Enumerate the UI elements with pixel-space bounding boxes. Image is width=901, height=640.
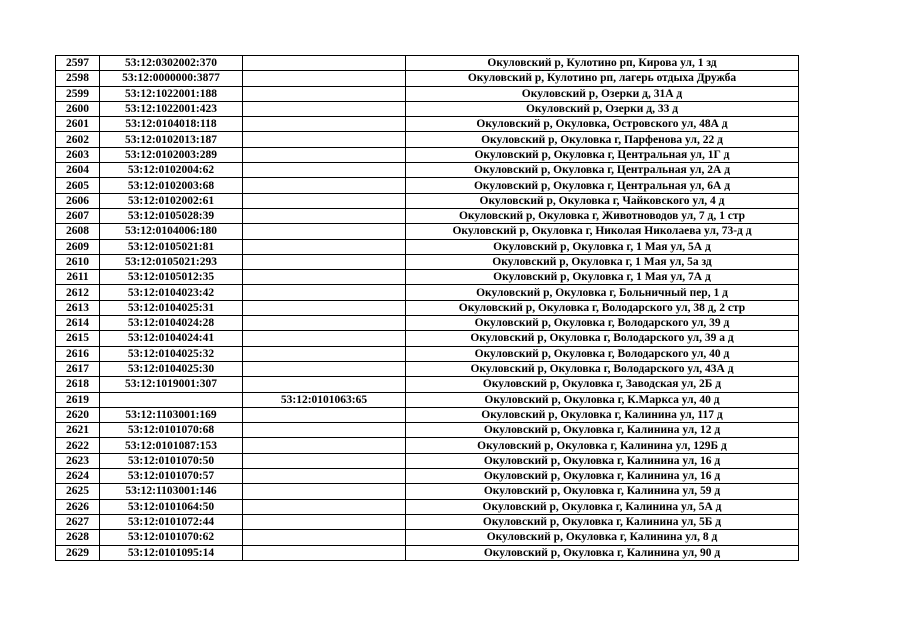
previous-cadastral-number-cell <box>243 86 406 101</box>
row-number-cell: 2629 <box>56 545 100 560</box>
previous-cadastral-number-cell <box>243 514 406 529</box>
table-row <box>56 239 799 254</box>
previous-cadastral-number-cell <box>243 361 406 376</box>
address-cell: Окуловский р, Озерки д, 33 д <box>406 101 799 116</box>
table-row <box>56 254 799 269</box>
previous-cadastral-number-cell <box>243 300 406 315</box>
cadastral-number-cell: 53:12:0000000:3877 <box>100 71 243 86</box>
cadastral-number-cell: 53:12:1019001:307 <box>100 377 243 392</box>
previous-cadastral-number-cell <box>243 316 406 331</box>
previous-cadastral-number-cell <box>243 469 406 484</box>
cadastral-number-cell: 53:12:0104025:32 <box>100 346 243 361</box>
cadastral-number-cell: 53:12:1022001:188 <box>100 86 243 101</box>
address-cell: Окуловский р, Окуловка г, Заводская ул, 2Б д <box>406 377 799 392</box>
row-number-cell: 2603 <box>56 147 100 162</box>
row-number-cell: 2620 <box>56 407 100 422</box>
row-number-cell: 2616 <box>56 346 100 361</box>
previous-cadastral-number-cell <box>243 438 406 453</box>
table-row <box>56 514 799 529</box>
previous-cadastral-number-cell <box>243 453 406 468</box>
address-cell: Окуловский р, Окуловка г, Калинина ул, 59 д <box>406 484 799 499</box>
previous-cadastral-number-cell <box>243 530 406 545</box>
row-number-cell: 2624 <box>56 469 100 484</box>
previous-cadastral-number-cell <box>243 285 406 300</box>
previous-cadastral-number-cell <box>243 407 406 422</box>
address-cell: Окуловский р, Окуловка г, Калинина ул, 129Б д <box>406 438 799 453</box>
row-number-cell: 2600 <box>56 101 100 116</box>
address-cell: Окуловский р, Окуловка г, Калинина ул, 16 д <box>406 469 799 484</box>
table-row <box>56 56 799 71</box>
previous-cadastral-number-cell <box>243 56 406 71</box>
cadastral-number-cell: 53:12:0105021:81 <box>100 239 243 254</box>
row-number-cell: 2598 <box>56 71 100 86</box>
row-number-cell: 2601 <box>56 117 100 132</box>
row-number-cell: 2606 <box>56 193 100 208</box>
table-row <box>56 193 799 208</box>
table-row <box>56 407 799 422</box>
cadastral-number-cell: 53:12:0101072:44 <box>100 514 243 529</box>
address-cell: Окуловский р, Кулотино рп, лагерь отдыха Дружба <box>406 71 799 86</box>
row-number-cell: 2612 <box>56 285 100 300</box>
address-cell: Окуловский р, Окуловка г, Больничный пер, 1 д <box>406 285 799 300</box>
cadastral-number-cell: 53:12:0101095:14 <box>100 545 243 560</box>
cadastral-number-cell: 53:12:0105028:39 <box>100 208 243 223</box>
previous-cadastral-number-cell <box>243 117 406 132</box>
cadastral-number-cell: 53:12:0104025:31 <box>100 300 243 315</box>
cadastral-number-cell: 53:12:0102004:62 <box>100 163 243 178</box>
cadastral-number-cell: 53:12:0102003:68 <box>100 178 243 193</box>
previous-cadastral-number-cell <box>243 163 406 178</box>
previous-cadastral-number-cell <box>243 147 406 162</box>
row-number-cell: 2623 <box>56 453 100 468</box>
row-number-cell: 2628 <box>56 530 100 545</box>
row-number-cell: 2614 <box>56 316 100 331</box>
table-row <box>56 484 799 499</box>
address-cell: Окуловский р, Окуловка г, Животноводов ул, 7 д, 1 стр <box>406 208 799 223</box>
previous-cadastral-number-cell <box>243 101 406 116</box>
address-cell: Окуловский р, Окуловка г, Центральная ул, 1Г д <box>406 147 799 162</box>
row-number-cell: 2627 <box>56 514 100 529</box>
cadastral-number-cell: 53:12:0105012:35 <box>100 270 243 285</box>
table-row <box>56 117 799 132</box>
row-number-cell: 2610 <box>56 254 100 269</box>
row-number-cell: 2607 <box>56 208 100 223</box>
cadastral-number-cell: 53:12:0101070:57 <box>100 469 243 484</box>
row-number-cell: 2625 <box>56 484 100 499</box>
table-row <box>56 132 799 147</box>
previous-cadastral-number-cell <box>243 71 406 86</box>
row-number-cell: 2615 <box>56 331 100 346</box>
address-cell: Окуловский р, Окуловка г, Калинина ул, 16 д <box>406 453 799 468</box>
previous-cadastral-number-cell <box>243 178 406 193</box>
cadastral-number-cell: 53:12:1103001:146 <box>100 484 243 499</box>
cadastral-number-cell: 53:12:0102002:61 <box>100 193 243 208</box>
table-row <box>56 423 799 438</box>
previous-cadastral-number-cell <box>243 484 406 499</box>
cadastral-number-cell: 53:12:0102013:187 <box>100 132 243 147</box>
address-cell: Окуловский р, Окуловка г, Центральная ул, 2А д <box>406 163 799 178</box>
table-row <box>56 453 799 468</box>
previous-cadastral-number-cell <box>243 132 406 147</box>
cadastral-number-cell: 53:12:1103001:169 <box>100 407 243 422</box>
address-cell: Окуловский р, Кулотино рп, Кирова ул, 1 зд <box>406 56 799 71</box>
address-cell: Окуловский р, Окуловка г, Володарского ул, 43А д <box>406 361 799 376</box>
address-cell: Окуловский р, Окуловка г, 1 Мая ул, 7А д <box>406 270 799 285</box>
table-row <box>56 270 799 285</box>
table-row <box>56 499 799 514</box>
address-cell: Окуловский р, Окуловка г, Калинина ул, 12 д <box>406 423 799 438</box>
previous-cadastral-number-cell <box>243 224 406 239</box>
cadastral-number-cell: 53:12:1022001:423 <box>100 101 243 116</box>
table-row <box>56 285 799 300</box>
address-cell: Окуловский р, Окуловка, Островского ул, 48А д <box>406 117 799 132</box>
table-row <box>56 178 799 193</box>
address-cell: Окуловский р, Окуловка г, Володарского ул, 38 д, 2 стр <box>406 300 799 315</box>
row-number-cell: 2605 <box>56 178 100 193</box>
address-cell: Окуловский р, Окуловка г, Калинина ул, 5Б д <box>406 514 799 529</box>
previous-cadastral-number-cell <box>243 239 406 254</box>
previous-cadastral-number-cell <box>243 331 406 346</box>
row-number-cell: 2626 <box>56 499 100 514</box>
row-number-cell: 2609 <box>56 239 100 254</box>
cadastral-number-cell: 53:12:0101070:50 <box>100 453 243 468</box>
table-row <box>56 147 799 162</box>
cadastral-number-cell <box>100 392 243 407</box>
row-number-cell: 2599 <box>56 86 100 101</box>
cadastral-number-cell: 53:12:0101070:68 <box>100 423 243 438</box>
row-number-cell: 2619 <box>56 392 100 407</box>
cadastral-number-cell: 53:12:0101070:62 <box>100 530 243 545</box>
cadastral-number-cell: 53:12:0104024:41 <box>100 331 243 346</box>
row-number-cell: 2621 <box>56 423 100 438</box>
cadastral-number-cell: 53:12:0105021:293 <box>100 254 243 269</box>
table-row <box>56 208 799 223</box>
previous-cadastral-number-cell <box>243 254 406 269</box>
table-row <box>56 331 799 346</box>
cadastral-number-cell: 53:12:0101087:153 <box>100 438 243 453</box>
cadastral-number-cell: 53:12:0102003:289 <box>100 147 243 162</box>
address-cell: Окуловский р, Окуловка г, К.Маркса ул, 40 д <box>406 392 799 407</box>
table-row <box>56 377 799 392</box>
table-row <box>56 316 799 331</box>
table-row <box>56 346 799 361</box>
table-row <box>56 361 799 376</box>
cadastral-number-cell: 53:12:0302002:370 <box>100 56 243 71</box>
address-cell: Окуловский р, Окуловка г, Николая Николаева ул, 73-д д <box>406 224 799 239</box>
previous-cadastral-number-cell <box>243 346 406 361</box>
row-number-cell: 2597 <box>56 56 100 71</box>
cadastral-number-cell: 53:12:0104006:180 <box>100 224 243 239</box>
table-row <box>56 469 799 484</box>
table-row <box>56 71 799 86</box>
cadastral-number-cell: 53:12:0104025:30 <box>100 361 243 376</box>
previous-cadastral-number-cell <box>243 208 406 223</box>
previous-cadastral-number-cell <box>243 499 406 514</box>
previous-cadastral-number-cell <box>243 377 406 392</box>
cadastral-number-cell: 53:12:0104024:28 <box>100 316 243 331</box>
table-row <box>56 300 799 315</box>
address-cell: Окуловский р, Окуловка г, Калинина ул, 5А д <box>406 499 799 514</box>
address-cell: Окуловский р, Окуловка г, 1 Мая ул, 5а зд <box>406 254 799 269</box>
address-cell: Окуловский р, Окуловка г, Калинина ул, 117 д <box>406 407 799 422</box>
address-cell: Окуловский р, Окуловка г, Калинина ул, 90 д <box>406 545 799 560</box>
address-cell: Окуловский р, Озерки д, 31А д <box>406 86 799 101</box>
row-number-cell: 2602 <box>56 132 100 147</box>
previous-cadastral-number-cell: 53:12:0101063:65 <box>243 392 406 407</box>
previous-cadastral-number-cell <box>243 423 406 438</box>
cadastral-number-cell: 53:12:0104023:42 <box>100 285 243 300</box>
table-row <box>56 163 799 178</box>
address-cell: Окуловский р, Окуловка г, Володарского ул, 39 а д <box>406 331 799 346</box>
property-registry-table <box>55 55 799 561</box>
address-cell: Окуловский р, Окуловка г, Парфенова ул, 22 д <box>406 132 799 147</box>
row-number-cell: 2604 <box>56 163 100 178</box>
table-row <box>56 545 799 560</box>
row-number-cell: 2618 <box>56 377 100 392</box>
address-cell: Окуловский р, Окуловка г, Володарского ул, 39 д <box>406 316 799 331</box>
address-cell: Окуловский р, Окуловка г, Калинина ул, 8 д <box>406 530 799 545</box>
address-cell: Окуловский р, Окуловка г, 1 Мая ул, 5А д <box>406 239 799 254</box>
row-number-cell: 2613 <box>56 300 100 315</box>
table-row <box>56 530 799 545</box>
row-number-cell: 2617 <box>56 361 100 376</box>
row-number-cell: 2611 <box>56 270 100 285</box>
table-row <box>56 224 799 239</box>
previous-cadastral-number-cell <box>243 545 406 560</box>
cadastral-number-cell: 53:12:0104018:118 <box>100 117 243 132</box>
address-cell: Окуловский р, Окуловка г, Центральная ул, 6А д <box>406 178 799 193</box>
table-row <box>56 101 799 116</box>
table-row <box>56 438 799 453</box>
row-number-cell: 2622 <box>56 438 100 453</box>
address-cell: Окуловский р, Окуловка г, Володарского ул, 40 д <box>406 346 799 361</box>
table-row <box>56 392 799 407</box>
row-number-cell: 2608 <box>56 224 100 239</box>
registry-table-body <box>56 56 799 561</box>
address-cell: Окуловский р, Окуловка г, Чайковского ул, 4 д <box>406 193 799 208</box>
previous-cadastral-number-cell <box>243 193 406 208</box>
cadastral-number-cell: 53:12:0101064:50 <box>100 499 243 514</box>
previous-cadastral-number-cell <box>243 270 406 285</box>
table-row <box>56 86 799 101</box>
